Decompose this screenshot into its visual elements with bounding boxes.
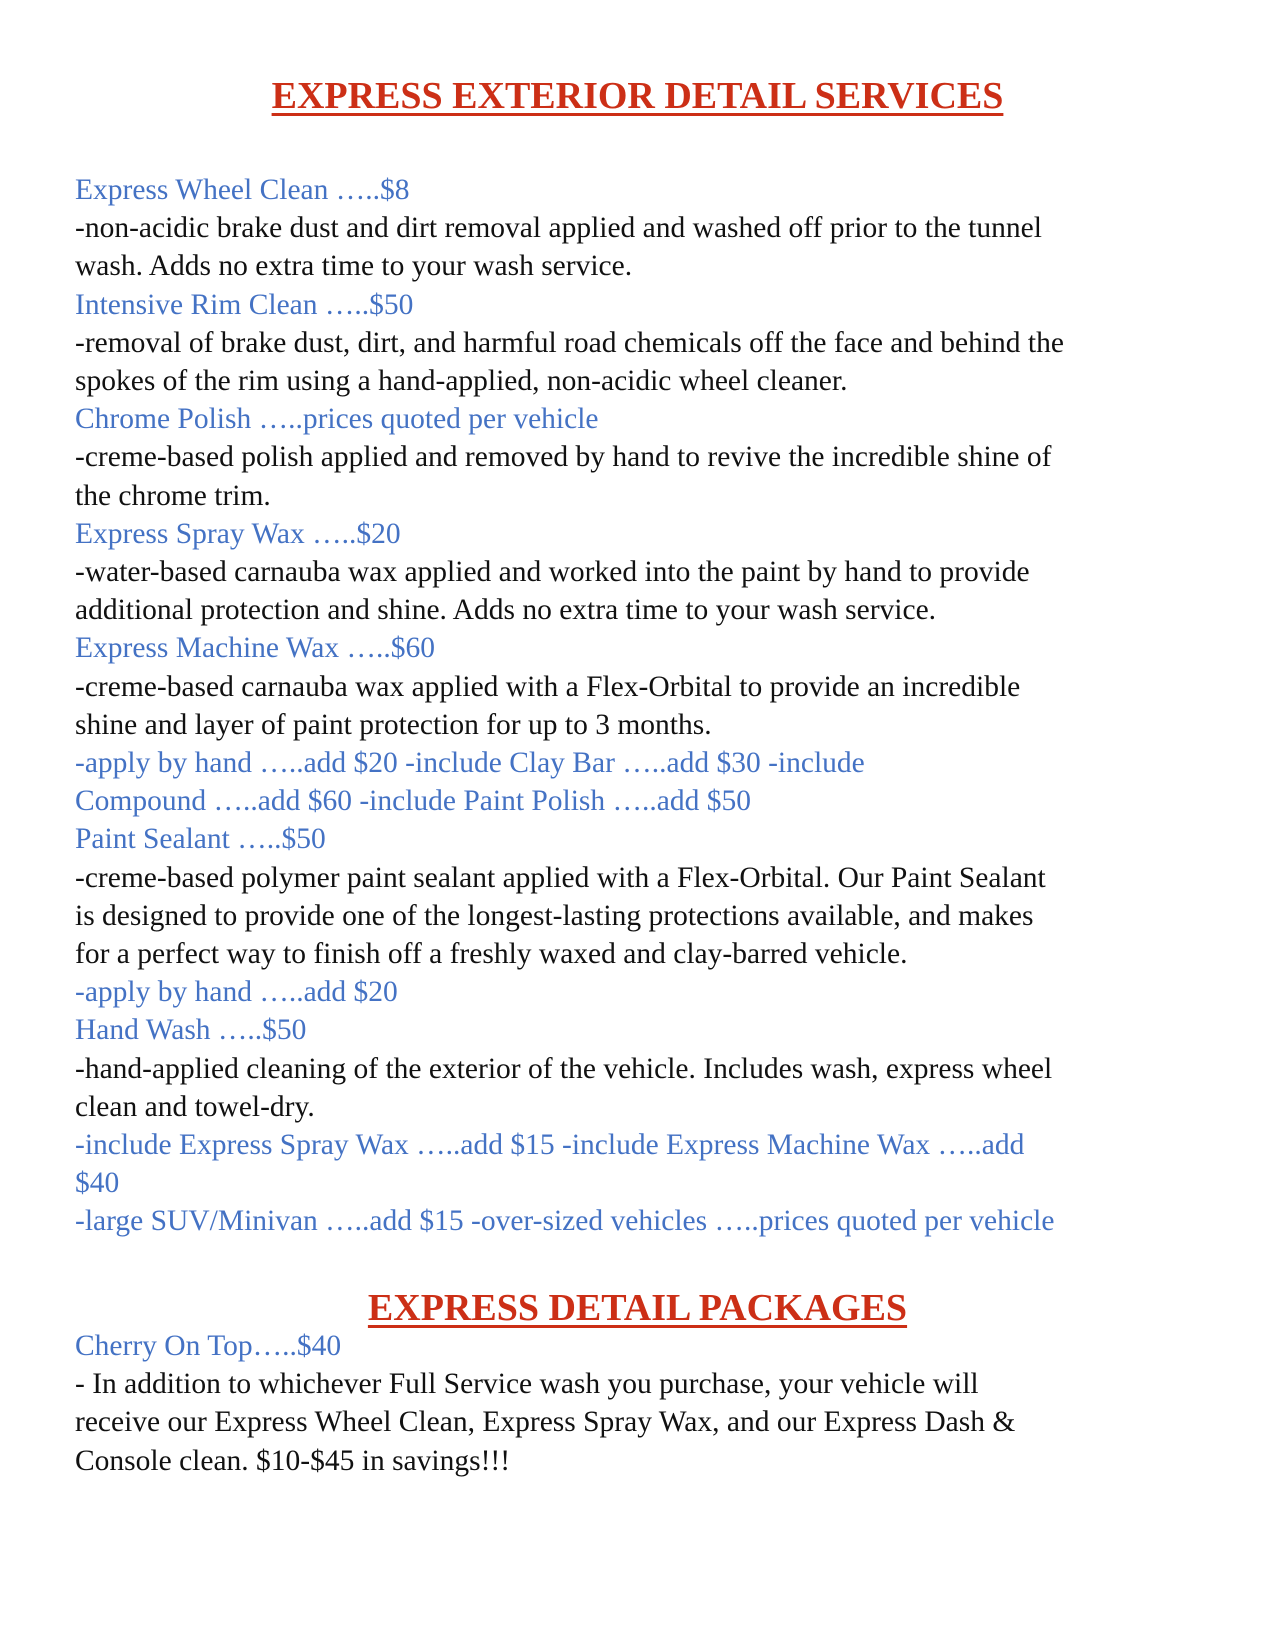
service-description-line: - In addition to whichever Full Service wash you purchase, your vehicle will [75,1368,979,1401]
exterior-services-list [75,171,1215,1241]
service-description-line: -removal of brake dust, dirt, and harmful road chemicals off the face and behind the [75,326,1064,359]
service-description-line: spokes of the rim using a hand-applied, non-acidic wheel cleaner. [75,365,848,398]
service-description-line: the chrome trim. [75,479,271,512]
service-title-line: Chrome Polish …..prices quoted per vehicle [75,403,599,436]
detail-packages-list [75,1327,1215,1480]
service-title-line: -include Express Spray Wax …..add $15 -include Express Machine Wax …..add [75,1129,1025,1162]
service-title-line: Express Spray Wax …..$20 [75,517,401,550]
service-title-line: Compound …..add $60 -include Paint Polish …..add $50 [75,785,752,818]
service-title-line: Intensive Rim Clean …..$50 [75,288,414,321]
service-description-line: -non-acidic brake dust and dirt removal applied and washed off prior to the tunnel [75,212,1042,245]
service-title-line: $40 [75,1167,120,1200]
service-title-line: Hand Wash …..$50 [75,1014,307,1047]
service-title-line: Cherry On Top…..$40 [75,1330,342,1362]
service-description-line: receive our Express Wheel Clean, Express Spray Wax, and our Express Dash & [75,1406,1016,1439]
service-description-line: wash. Adds no extra time to your wash service. [75,250,633,283]
service-description-line: clean and towel-dry. [75,1090,315,1123]
service-description-line: -creme-based polymer paint sealant applied with a Flex-Orbital. Our Paint Sealant [75,861,1046,894]
service-title-line: -large SUV/Minivan …..add $15 -over-sized vehicles …..prices quoted per vehicle [75,1205,1055,1238]
service-description-line: Console clean. $10-$45 in savings!!! [75,1444,511,1477]
service-title-line: -apply by hand …..add $20 -include Clay Bar …..add $30 -include [75,747,865,780]
service-title-line: Express Machine Wax …..$60 [75,632,436,665]
service-description-line: -hand-applied cleaning of the exterior of the vehicle. Includes wash, express wheel [75,1052,1053,1085]
service-description-line: -creme-based polish applied and removed by hand to revive the incredible shine of [75,441,1052,474]
service-title-line: Paint Sealant …..$50 [75,823,326,856]
service-description-line: -creme-based carnauba wax applied with a Flex-Orbital to provide an incredible [75,670,1021,703]
service-description-line: for a perfect way to finish off a freshly waxed and clay-barred vehicle. [75,938,908,971]
section-heading-detail-packages: EXPRESS DETAIL PACKAGES [367,1287,908,1329]
service-description-line: -water-based carnauba wax applied and worked into the paint by hand to provide [75,556,1030,589]
service-title-line: Express Wheel Clean …..$8 [75,174,410,206]
service-description-line: shine and layer of paint protection for up to 3 months. [75,708,712,741]
service-description-line: additional protection and shine. Adds no extra time to your wash service. [75,594,937,627]
service-description-line: is designed to provide one of the longest-lasting protections available, and makes [75,899,1034,932]
service-title-line: -apply by hand …..add $20 [75,976,398,1009]
section-heading-exterior-services: EXPRESS EXTERIOR DETAIL SERVICES [271,75,1004,117]
